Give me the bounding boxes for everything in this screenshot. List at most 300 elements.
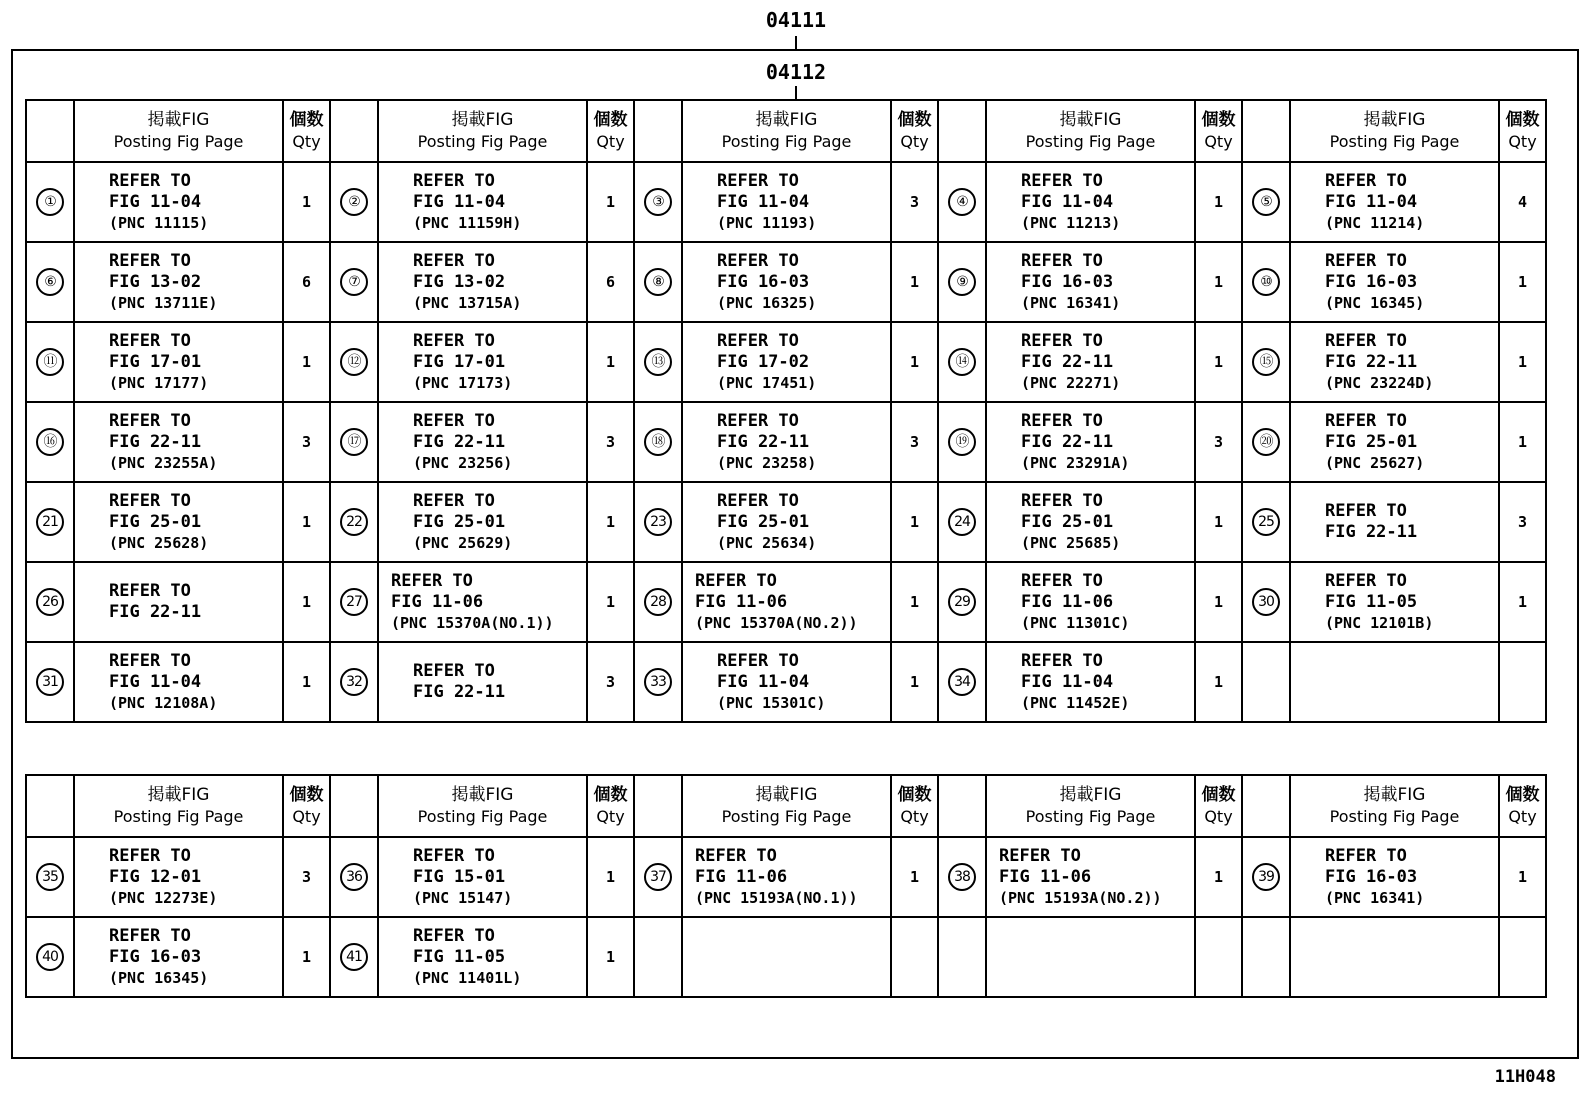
item-number-badge: ⑩ bbox=[1252, 268, 1280, 296]
posting-fig-cell bbox=[378, 242, 587, 322]
item-number-badge: 24 bbox=[948, 508, 976, 536]
refer-to-text: REFER TO bbox=[109, 330, 191, 351]
header-qty-en: Qty bbox=[900, 132, 929, 151]
qty-cell: 3 bbox=[1499, 482, 1546, 562]
fig-ref-link[interactable]: FIG 17-02 bbox=[717, 351, 810, 372]
item-number-cell bbox=[938, 402, 986, 482]
refer-to-text: REFER TO bbox=[109, 170, 191, 191]
qty-cell: 1 bbox=[1195, 322, 1242, 402]
fig-ref-link[interactable]: FIG 11-04 bbox=[109, 671, 202, 692]
header-posting-fig bbox=[74, 775, 283, 837]
pnc-text: (PNC 17177) bbox=[109, 373, 209, 392]
fig-ref-link[interactable]: FIG 22-11 bbox=[413, 431, 506, 452]
header-qty-en: Qty bbox=[900, 807, 929, 826]
pnc-text: (PNC 22271) bbox=[1021, 373, 1121, 392]
item-number-badge: 28 bbox=[644, 588, 672, 616]
header-posting-fig bbox=[986, 100, 1195, 162]
qty-cell: 6 bbox=[587, 242, 634, 322]
posting-fig-cell bbox=[1290, 562, 1499, 642]
header-posting-fig bbox=[986, 775, 1195, 837]
fig-ref-link[interactable]: FIG 11-04 bbox=[1021, 191, 1114, 212]
table-row bbox=[26, 402, 1546, 482]
header-qty bbox=[283, 775, 330, 837]
item-number-cell bbox=[1242, 402, 1290, 482]
header-jp: 掲載FIG bbox=[1363, 785, 1426, 805]
qty-cell: 3 bbox=[891, 162, 938, 242]
item-number-cell bbox=[330, 562, 378, 642]
header-qty bbox=[587, 775, 634, 837]
qty-cell: 1 bbox=[1195, 162, 1242, 242]
qty-cell: 1 bbox=[1499, 322, 1546, 402]
item-number-badge: ⑰ bbox=[340, 428, 368, 456]
item-number-cell bbox=[1242, 322, 1290, 402]
header-jp: 掲載FIG bbox=[1363, 110, 1426, 130]
fig-ref-link[interactable]: FIG 25-01 bbox=[109, 511, 202, 532]
posting-fig-cell bbox=[378, 322, 587, 402]
fig-ref-link[interactable]: FIG 11-04 bbox=[1021, 671, 1114, 692]
table-row bbox=[26, 242, 1546, 322]
posting-fig-cell bbox=[378, 917, 587, 997]
posting-fig-cell bbox=[986, 642, 1195, 722]
fig-ref-link[interactable]: FIG 22-11 bbox=[1021, 431, 1114, 452]
header-row bbox=[26, 100, 1546, 162]
item-number-badge: 22 bbox=[340, 508, 368, 536]
fig-ref-link[interactable]: FIG 25-01 bbox=[413, 511, 506, 532]
fig-ref-link[interactable]: FIG 22-11 bbox=[109, 431, 202, 452]
item-number-cell bbox=[330, 837, 378, 917]
item-number-cell bbox=[634, 482, 682, 562]
header-en: Posting Fig Page bbox=[1025, 132, 1156, 151]
posting-fig-cell bbox=[74, 837, 283, 917]
qty-cell: 1 bbox=[891, 322, 938, 402]
item-number-badge: 35 bbox=[36, 863, 64, 891]
fig-ref-link[interactable]: FIG 22-11 bbox=[1325, 351, 1418, 372]
refer-to-text: REFER TO bbox=[413, 925, 495, 946]
fig-ref-link[interactable]: FIG 11-05 bbox=[413, 946, 506, 967]
item-number-cell bbox=[938, 642, 986, 722]
item-number-badge: 25 bbox=[1252, 508, 1280, 536]
refer-to-text: REFER TO bbox=[109, 845, 191, 866]
item-number-cell bbox=[26, 642, 74, 722]
posting-fig-cell bbox=[682, 562, 891, 642]
fig-ref-link[interactable]: FIG 22-11 bbox=[717, 431, 810, 452]
leader-line bbox=[795, 36, 797, 49]
header-en: Posting Fig Page bbox=[417, 807, 548, 826]
header-qty-en: Qty bbox=[596, 807, 625, 826]
fig-ref-link[interactable]: FIG 11-04 bbox=[1325, 191, 1418, 212]
fig-ref-link[interactable]: FIG 16-03 bbox=[109, 946, 202, 967]
fig-ref-link[interactable]: FIG 25-01 bbox=[717, 511, 810, 532]
item-number-badge: 33 bbox=[644, 668, 672, 696]
refer-to-text: REFER TO bbox=[413, 845, 495, 866]
item-number-cell bbox=[1242, 917, 1290, 997]
fig-ref-link[interactable]: FIG 11-06 bbox=[391, 591, 484, 612]
header-blank bbox=[938, 100, 986, 162]
pnc-text: (PNC 13711E) bbox=[109, 293, 218, 312]
item-number-cell bbox=[634, 322, 682, 402]
posting-fig-cell bbox=[682, 917, 891, 997]
pnc-text: (PNC 23224D) bbox=[1325, 373, 1434, 392]
qty-cell: 1 bbox=[891, 562, 938, 642]
posting-fig-cell bbox=[1290, 402, 1499, 482]
posting-fig-cell bbox=[682, 402, 891, 482]
posting-fig-cell bbox=[986, 562, 1195, 642]
item-number-cell bbox=[330, 482, 378, 562]
refer-to-text: REFER TO bbox=[413, 330, 495, 351]
refer-to-text: REFER TO bbox=[717, 170, 799, 191]
refer-to-text: REFER TO bbox=[109, 410, 191, 431]
header-qty bbox=[1499, 100, 1546, 162]
item-number-cell bbox=[330, 322, 378, 402]
pnc-text: (PNC 15370A(NO.1)) bbox=[391, 613, 554, 632]
fig-ref-link[interactable]: FIG 22-11 bbox=[413, 682, 506, 702]
pnc-text: (PNC 12101B) bbox=[1325, 613, 1434, 632]
pnc-text: (PNC 17173) bbox=[413, 373, 513, 392]
header-qty-jp: 個数 bbox=[1201, 110, 1236, 130]
item-number-cell bbox=[634, 642, 682, 722]
header-blank bbox=[634, 775, 682, 837]
table-row bbox=[26, 162, 1546, 242]
fig-ref-link[interactable]: FIG 11-05 bbox=[1325, 591, 1418, 612]
item-number-cell bbox=[1242, 242, 1290, 322]
qty-cell: 1 bbox=[1195, 642, 1242, 722]
item-number-cell bbox=[634, 562, 682, 642]
refer-to-text: REFER TO bbox=[1021, 490, 1103, 511]
header-row bbox=[26, 775, 1546, 837]
header-jp: 掲載FIG bbox=[1059, 110, 1122, 130]
fig-ref-link[interactable]: FIG 22-11 bbox=[109, 602, 202, 622]
item-number-cell bbox=[938, 917, 986, 997]
qty-cell: 1 bbox=[587, 482, 634, 562]
pnc-text: (PNC 15301C) bbox=[717, 693, 826, 712]
fig-ref-link[interactable]: FIG 11-04 bbox=[717, 191, 810, 212]
fig-ref-link[interactable]: FIG 11-06 bbox=[1021, 591, 1114, 612]
pnc-text: (PNC 11401L) bbox=[413, 968, 522, 987]
fig-ref-link[interactable]: FIG 11-06 bbox=[695, 866, 788, 887]
refer-to-text: REFER TO bbox=[1021, 250, 1103, 271]
fig-ref-link[interactable]: FIG 17-01 bbox=[109, 351, 202, 372]
refer-to-text: REFER TO bbox=[109, 490, 191, 511]
header-jp: 掲載FIG bbox=[451, 785, 514, 805]
qty-cell: 1 bbox=[891, 642, 938, 722]
header-blank bbox=[1242, 775, 1290, 837]
header-en: Posting Fig Page bbox=[721, 807, 852, 826]
item-number-badge: 39 bbox=[1252, 863, 1280, 891]
posting-fig-cell bbox=[986, 837, 1195, 917]
pnc-text: (PNC 25628) bbox=[109, 533, 209, 552]
qty-cell: 1 bbox=[1499, 837, 1546, 917]
qty-cell: 1 bbox=[587, 322, 634, 402]
fig-ref-link[interactable]: FIG 12-01 bbox=[109, 866, 202, 887]
fig-ref-link[interactable]: FIG 11-04 bbox=[717, 671, 810, 692]
item-number-badge: ⑲ bbox=[948, 428, 976, 456]
item-number-cell bbox=[938, 322, 986, 402]
item-number-badge: 34 bbox=[948, 668, 976, 696]
qty-cell: 1 bbox=[283, 162, 330, 242]
posting-fig-cell bbox=[1290, 642, 1499, 722]
item-number-badge: ⑯ bbox=[36, 428, 64, 456]
item-number-badge: ⑤ bbox=[1252, 188, 1280, 216]
leader-line bbox=[795, 86, 797, 99]
posting-fig-cell bbox=[1290, 162, 1499, 242]
pnc-text: (PNC 11193) bbox=[717, 213, 817, 232]
qty-cell: 1 bbox=[283, 322, 330, 402]
header-qty bbox=[1499, 775, 1546, 837]
item-number-cell bbox=[1242, 837, 1290, 917]
posting-fig-cell bbox=[378, 642, 587, 722]
header-qty-jp: 個数 bbox=[1201, 785, 1236, 805]
pnc-text: (PNC 15147) bbox=[413, 888, 513, 907]
pnc-text: (PNC 23256) bbox=[413, 453, 513, 472]
header-blank bbox=[330, 100, 378, 162]
pnc-text: (PNC 25685) bbox=[1021, 533, 1121, 552]
item-number-badge: ⑥ bbox=[36, 268, 64, 296]
fig-ref-link[interactable]: FIG 22-11 bbox=[1021, 351, 1114, 372]
header-en: Posting Fig Page bbox=[113, 132, 244, 151]
pnc-text: (PNC 16341) bbox=[1325, 888, 1425, 907]
refer-to-text: REFER TO bbox=[1021, 330, 1103, 351]
fig-ref-link[interactable]: FIG 25-01 bbox=[1325, 431, 1418, 452]
qty-cell: 1 bbox=[283, 482, 330, 562]
qty-cell: 1 bbox=[1195, 242, 1242, 322]
refer-to-text: REFER TO bbox=[109, 650, 191, 671]
posting-fig-cell bbox=[378, 162, 587, 242]
header-qty-jp: 個数 bbox=[897, 110, 932, 130]
header-jp: 掲載FIG bbox=[451, 110, 514, 130]
item-number-badge: 27 bbox=[340, 588, 368, 616]
qty-cell: 1 bbox=[283, 917, 330, 997]
pnc-text: (PNC 23258) bbox=[717, 453, 817, 472]
header-qty-jp: 個数 bbox=[897, 785, 932, 805]
item-number-badge: ⑦ bbox=[340, 268, 368, 296]
pnc-text: (PNC 16345) bbox=[1325, 293, 1425, 312]
qty-cell: 1 bbox=[587, 562, 634, 642]
header-qty-en: Qty bbox=[292, 807, 321, 826]
pnc-text: (PNC 16341) bbox=[1021, 293, 1121, 312]
assembly-code-04112: 04112 bbox=[765, 60, 827, 84]
item-number-badge: 21 bbox=[36, 508, 64, 536]
pnc-text: (PNC 25634) bbox=[717, 533, 817, 552]
refer-to-text: REFER TO bbox=[413, 170, 495, 191]
refer-to-text: REFER TO bbox=[109, 925, 191, 946]
header-blank bbox=[26, 775, 74, 837]
header-qty-en: Qty bbox=[1204, 132, 1233, 151]
posting-fig-cell bbox=[986, 322, 1195, 402]
item-number-cell bbox=[26, 322, 74, 402]
header-qty bbox=[1195, 775, 1242, 837]
fig-ref-link[interactable]: FIG 16-03 bbox=[1325, 271, 1418, 292]
fig-ref-link[interactable]: FIG 16-03 bbox=[1021, 271, 1114, 292]
table-row bbox=[26, 642, 1546, 722]
item-number-badge: 30 bbox=[1252, 588, 1280, 616]
pnc-text: (PNC 25629) bbox=[413, 533, 513, 552]
posting-fig-cell bbox=[682, 322, 891, 402]
fig-ref-link[interactable]: FIG 11-04 bbox=[109, 191, 202, 212]
refer-to-text: REFER TO bbox=[1021, 410, 1103, 431]
fig-ref-link[interactable]: FIG 15-01 bbox=[413, 866, 506, 887]
table-row bbox=[26, 482, 1546, 562]
table-row bbox=[26, 837, 1546, 917]
refer-to-text: REFER TO bbox=[413, 661, 495, 681]
header-posting-fig bbox=[378, 100, 587, 162]
pnc-text: (PNC 11159H) bbox=[413, 213, 522, 232]
refer-to-text: REFER TO bbox=[717, 250, 799, 271]
pnc-text: (PNC 12273E) bbox=[109, 888, 218, 907]
fig-ref-link[interactable]: FIG 16-03 bbox=[717, 271, 810, 292]
item-number-cell bbox=[634, 837, 682, 917]
refer-to-text: REFER TO bbox=[717, 490, 799, 511]
refer-to-text: REFER TO bbox=[1325, 570, 1407, 591]
refer-to-text: REFER TO bbox=[1325, 501, 1407, 521]
header-qty-en: Qty bbox=[292, 132, 321, 151]
pnc-text: (PNC 15193A(NO.2)) bbox=[999, 888, 1162, 907]
item-number-badge: ⑳ bbox=[1252, 428, 1280, 456]
item-number-cell bbox=[634, 402, 682, 482]
qty-cell: 1 bbox=[1499, 562, 1546, 642]
qty-cell: 1 bbox=[587, 162, 634, 242]
pnc-text: (PNC 11214) bbox=[1325, 213, 1425, 232]
item-number-badge: 26 bbox=[36, 588, 64, 616]
item-number-cell bbox=[330, 402, 378, 482]
header-posting-fig bbox=[682, 100, 891, 162]
item-number-badge: ⑭ bbox=[948, 348, 976, 376]
refer-to-text: REFER TO bbox=[1021, 170, 1103, 191]
qty-cell: 1 bbox=[1499, 242, 1546, 322]
fig-ref-link[interactable]: FIG 22-11 bbox=[1325, 522, 1418, 542]
posting-fig-cell bbox=[1290, 837, 1499, 917]
item-number-badge: 36 bbox=[340, 863, 368, 891]
header-jp: 掲載FIG bbox=[755, 110, 818, 130]
refer-to-text: REFER TO bbox=[1325, 410, 1407, 431]
item-number-badge: ⑮ bbox=[1252, 348, 1280, 376]
item-number-cell bbox=[26, 242, 74, 322]
header-qty bbox=[283, 100, 330, 162]
qty-cell bbox=[891, 917, 938, 997]
pnc-text: (PNC 15370A(NO.2)) bbox=[695, 613, 858, 632]
item-number-cell bbox=[26, 917, 74, 997]
posting-fig-cell bbox=[74, 402, 283, 482]
qty-cell: 3 bbox=[891, 402, 938, 482]
item-number-cell bbox=[330, 917, 378, 997]
item-number-cell bbox=[634, 162, 682, 242]
item-number-cell bbox=[26, 162, 74, 242]
item-number-cell bbox=[330, 242, 378, 322]
header-qty-jp: 個数 bbox=[593, 785, 628, 805]
refer-to-text: REFER TO bbox=[1021, 650, 1103, 671]
pnc-text: (PNC 25627) bbox=[1325, 453, 1425, 472]
item-number-cell bbox=[26, 402, 74, 482]
header-posting-fig bbox=[378, 775, 587, 837]
posting-fig-cell bbox=[74, 562, 283, 642]
refer-to-text: REFER TO bbox=[999, 845, 1081, 866]
header-blank bbox=[26, 100, 74, 162]
header-en: Posting Fig Page bbox=[1329, 132, 1460, 151]
header-qty bbox=[891, 775, 938, 837]
item-number-cell bbox=[26, 837, 74, 917]
qty-cell: 3 bbox=[1195, 402, 1242, 482]
item-number-badge: 38 bbox=[948, 863, 976, 891]
refer-to-text: REFER TO bbox=[413, 490, 495, 511]
refer-to-text: REFER TO bbox=[391, 570, 473, 591]
posting-fig-cell bbox=[682, 837, 891, 917]
parts-table-2 bbox=[25, 774, 1547, 998]
header-posting-fig bbox=[1290, 775, 1499, 837]
header-en: Posting Fig Page bbox=[721, 132, 852, 151]
pnc-text: (PNC 11301C) bbox=[1021, 613, 1130, 632]
table-row bbox=[26, 322, 1546, 402]
posting-fig-cell bbox=[682, 482, 891, 562]
posting-fig-cell bbox=[74, 242, 283, 322]
fig-ref-link[interactable]: FIG 13-02 bbox=[413, 271, 506, 292]
posting-fig-cell bbox=[74, 482, 283, 562]
item-number-badge: ⑬ bbox=[644, 348, 672, 376]
header-qty-en: Qty bbox=[1508, 807, 1537, 826]
refer-to-text: REFER TO bbox=[1325, 330, 1407, 351]
pnc-text: (PNC 11115) bbox=[109, 213, 209, 232]
refer-to-text: REFER TO bbox=[717, 410, 799, 431]
posting-fig-cell bbox=[378, 482, 587, 562]
posting-fig-cell bbox=[74, 642, 283, 722]
refer-to-text: REFER TO bbox=[695, 845, 777, 866]
refer-to-text: REFER TO bbox=[1325, 845, 1407, 866]
header-qty-en: Qty bbox=[596, 132, 625, 151]
pnc-text: (PNC 12108A) bbox=[109, 693, 218, 712]
header-qty bbox=[587, 100, 634, 162]
header-blank bbox=[330, 775, 378, 837]
header-en: Posting Fig Page bbox=[417, 132, 548, 151]
header-qty-en: Qty bbox=[1508, 132, 1537, 151]
item-number-cell bbox=[1242, 482, 1290, 562]
header-en: Posting Fig Page bbox=[1025, 807, 1156, 826]
posting-fig-cell bbox=[378, 837, 587, 917]
header-en: Posting Fig Page bbox=[113, 807, 244, 826]
refer-to-text: REFER TO bbox=[413, 410, 495, 431]
fig-ref-link[interactable]: FIG 11-06 bbox=[999, 866, 1092, 887]
item-number-badge: ⑧ bbox=[644, 268, 672, 296]
fig-ref-link[interactable]: FIG 17-01 bbox=[413, 351, 506, 372]
item-number-cell bbox=[26, 562, 74, 642]
header-en: Posting Fig Page bbox=[1329, 807, 1460, 826]
fig-ref-link[interactable]: FIG 16-03 bbox=[1325, 866, 1418, 887]
item-number-cell bbox=[938, 242, 986, 322]
pnc-text: (PNC 16345) bbox=[109, 968, 209, 987]
header-posting-fig bbox=[74, 100, 283, 162]
fig-ref-link[interactable]: FIG 13-02 bbox=[109, 271, 202, 292]
item-number-badge: 40 bbox=[36, 943, 64, 971]
pnc-text: (PNC 13715A) bbox=[413, 293, 522, 312]
pnc-text: (PNC 23291A) bbox=[1021, 453, 1130, 472]
fig-ref-link[interactable]: FIG 11-04 bbox=[413, 191, 506, 212]
fig-ref-link[interactable]: FIG 11-06 bbox=[695, 591, 788, 612]
pnc-text: (PNC 16325) bbox=[717, 293, 817, 312]
header-qty-en: Qty bbox=[1204, 807, 1233, 826]
posting-fig-cell bbox=[986, 402, 1195, 482]
item-number-badge: 31 bbox=[36, 668, 64, 696]
qty-cell: 3 bbox=[587, 642, 634, 722]
refer-to-text: REFER TO bbox=[1325, 170, 1407, 191]
header-blank bbox=[1242, 100, 1290, 162]
qty-cell: 3 bbox=[587, 402, 634, 482]
refer-to-text: REFER TO bbox=[109, 581, 191, 601]
item-number-badge: ⑱ bbox=[644, 428, 672, 456]
item-number-cell bbox=[938, 162, 986, 242]
refer-to-text: REFER TO bbox=[695, 570, 777, 591]
qty-cell bbox=[1499, 917, 1546, 997]
posting-fig-cell bbox=[1290, 482, 1499, 562]
header-qty-jp: 個数 bbox=[1505, 110, 1540, 130]
fig-ref-link[interactable]: FIG 25-01 bbox=[1021, 511, 1114, 532]
header-qty bbox=[891, 100, 938, 162]
